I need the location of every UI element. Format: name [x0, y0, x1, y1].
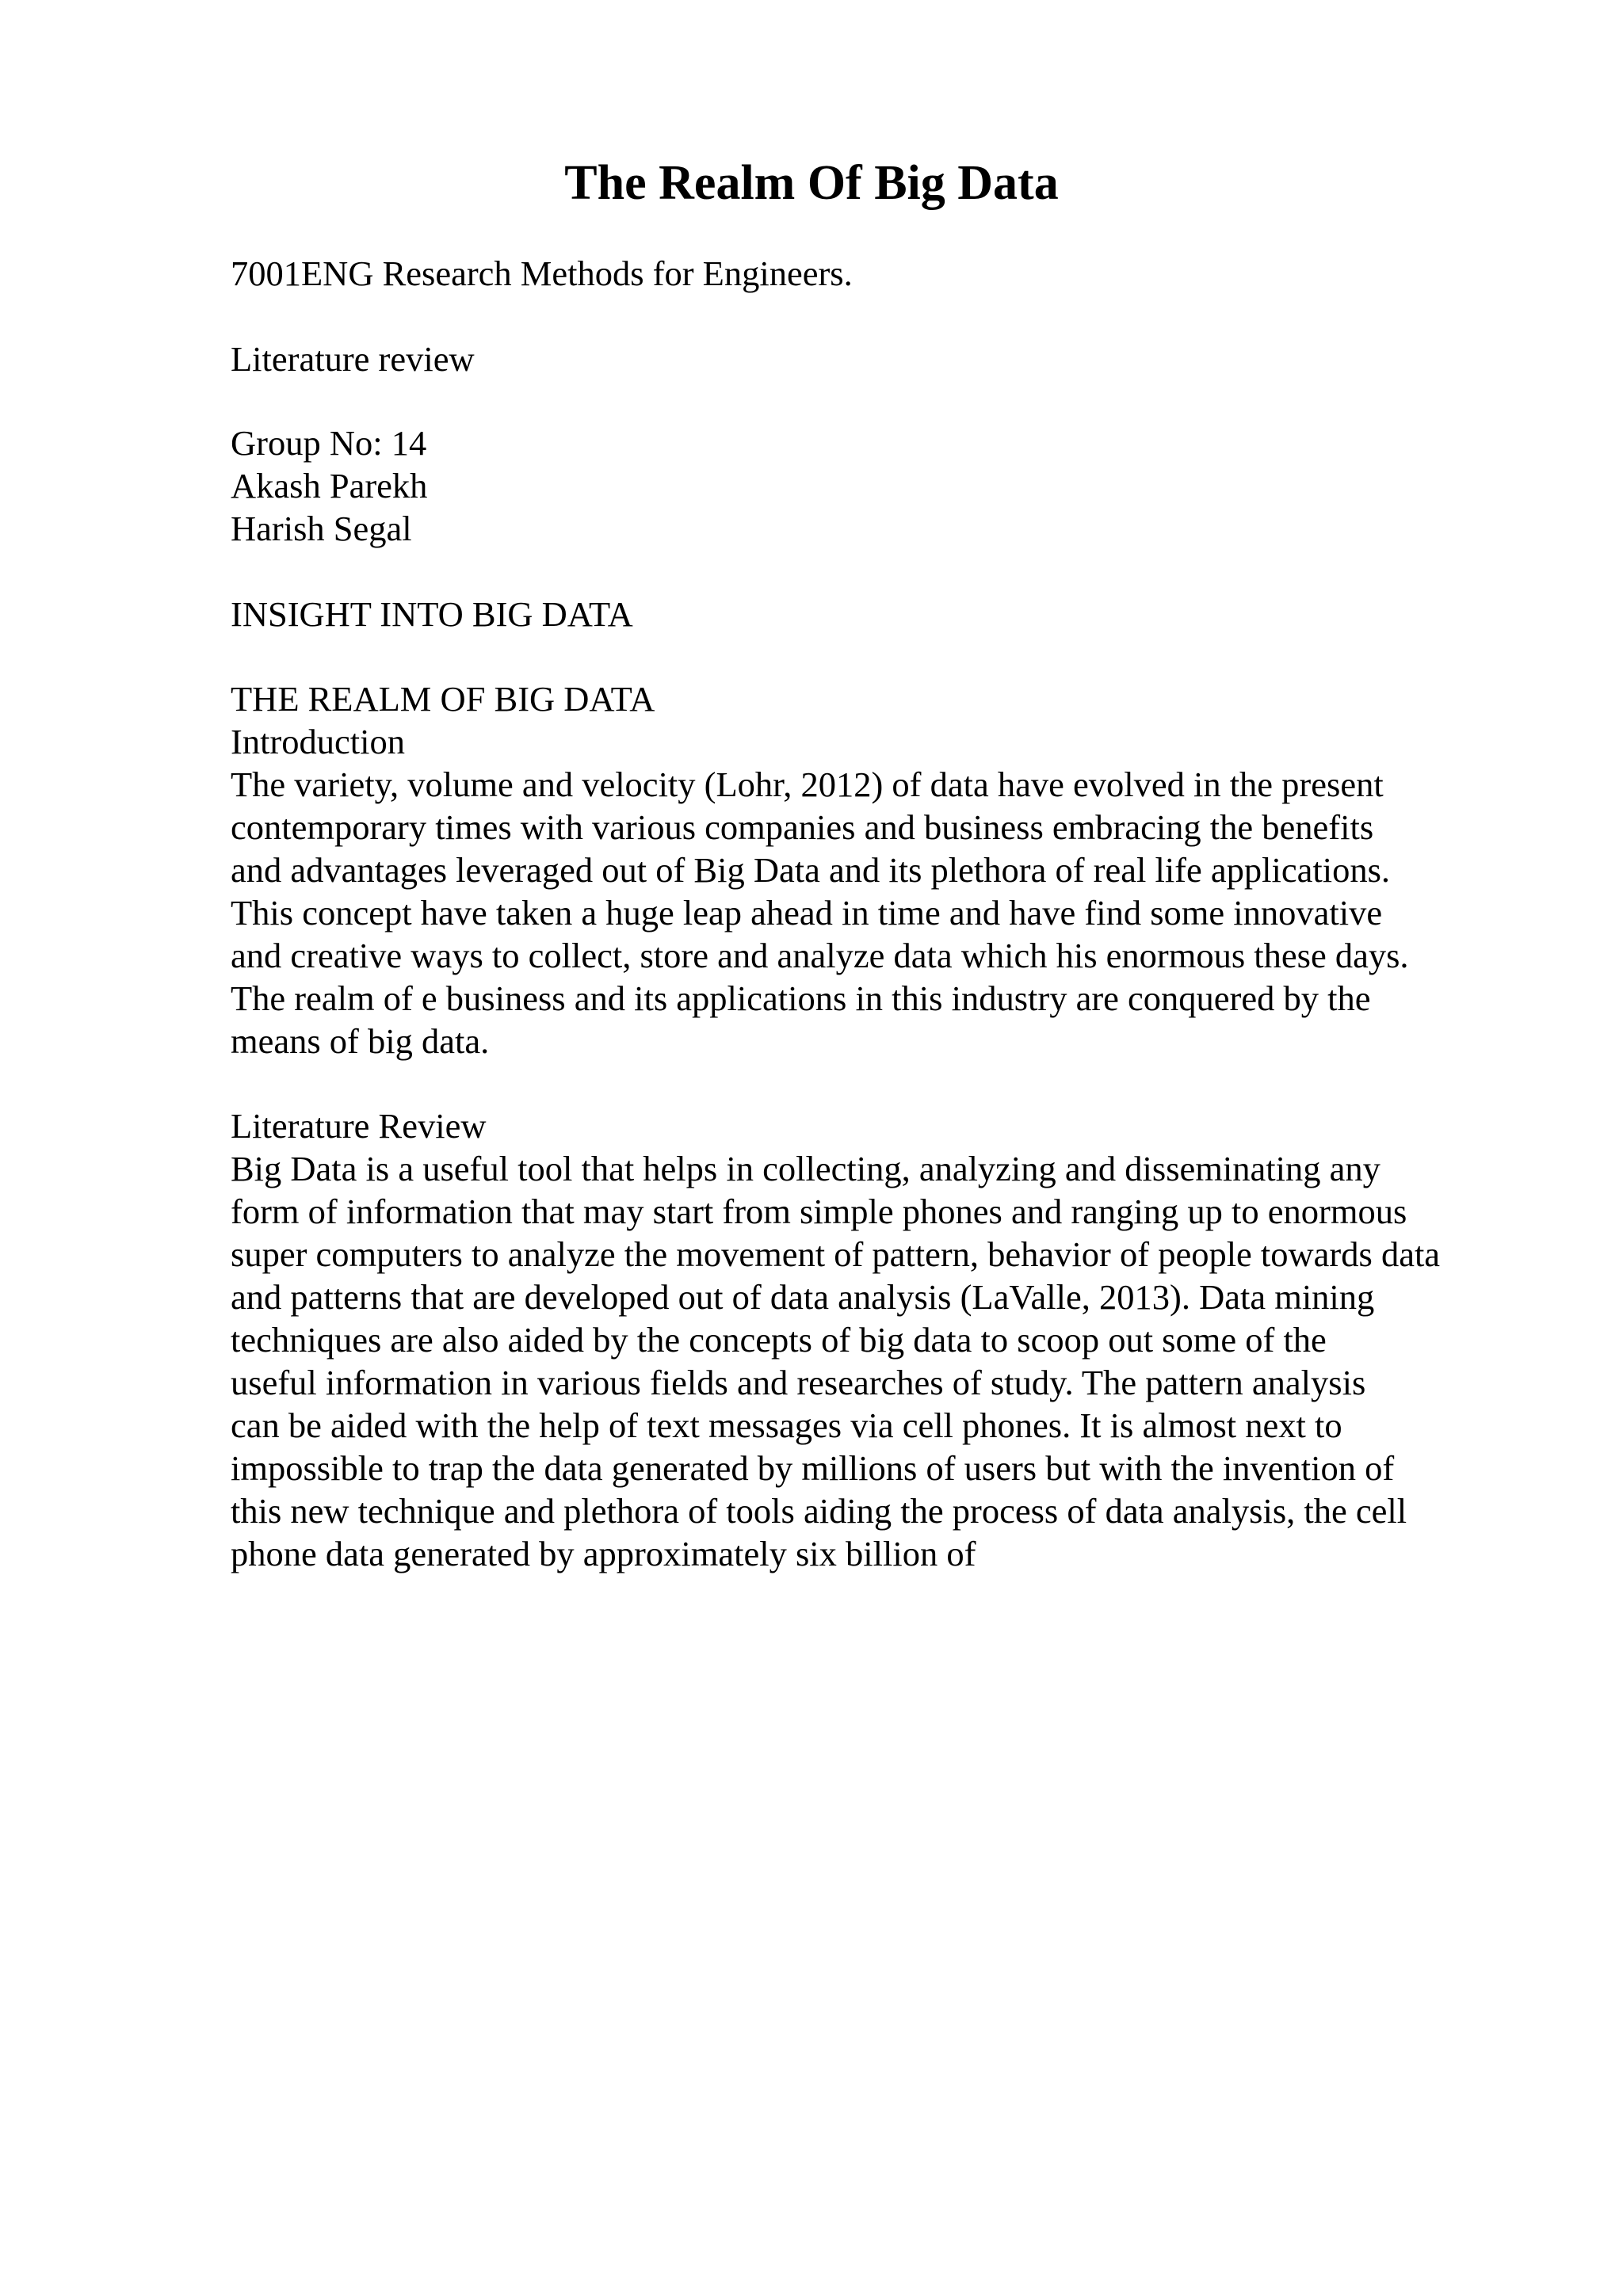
- introduction-section: [231, 677, 1578, 1062]
- group-member: Harish Segal: [231, 509, 412, 548]
- paragraph-line: phone data generated by approximately six billion of: [231, 1534, 976, 1573]
- group-number: Group No: 14: [231, 423, 427, 463]
- introduction-heading: Introduction: [231, 722, 405, 761]
- paragraph-line: The realm of e business and its applications in this industry are conquered by the: [231, 978, 1371, 1018]
- paragraph-line: impossible to trap the data generated by millions of users but with the invention of: [231, 1448, 1395, 1488]
- section-heading-insight: INSIGHT INTO BIG DATA: [231, 594, 633, 634]
- paragraph-line: and creative ways to collect, store and analyze data which his enormous these days.: [231, 936, 1409, 975]
- literature-review-heading: Literature Review: [231, 1106, 487, 1146]
- paragraph-line: useful information in various fields and researches of study. The pattern analysis: [231, 1363, 1366, 1402]
- group-member: Akash Parekh: [231, 466, 428, 505]
- paragraph-line: This concept have taken a huge leap ahead in time and have find some innovative: [231, 893, 1383, 933]
- paragraph-line: and advantages leveraged out of Big Data and its plethora of real life applications.: [231, 850, 1391, 890]
- paragraph-line: can be aided with the help of text messages via cell phones. It is almost next to: [231, 1405, 1342, 1445]
- group-info: [231, 421, 1578, 550]
- paragraph-line: contemporary times with various companies and business embracing the benefits: [231, 807, 1374, 847]
- paragraph-line: super computers to analyze the movement of pattern, behavior of people towards data: [231, 1234, 1441, 1274]
- paragraph-line: this new technique and plethora of tools aiding the process of data analysis, the cell: [231, 1491, 1407, 1531]
- literature-review-section: [231, 1104, 1578, 1575]
- course-line: 7001ENG Research Methods for Engineers.: [231, 254, 853, 293]
- paragraph-line: means of big data.: [231, 1021, 490, 1061]
- paragraph-line: techniques are also aided by the concepts of big data to scoop out some of the: [231, 1320, 1327, 1360]
- document-title: The Realm Of Big Data: [564, 156, 1059, 210]
- paragraph-line: The variety, volume and velocity (Lohr, 2012) of data have evolved in the present: [231, 765, 1384, 804]
- paragraph-line: and patterns that are developed out of data analysis (LaValle, 2013). Data mining: [231, 1277, 1375, 1317]
- document-type: Literature review: [231, 339, 475, 379]
- paragraph-line: Big Data is a useful tool that helps in collecting, analyzing and disseminating any: [231, 1149, 1381, 1188]
- paragraph-line: form of information that may start from simple phones and ranging up to enormous: [231, 1192, 1407, 1231]
- section-heading-realm: THE REALM OF BIG DATA: [231, 679, 655, 719]
